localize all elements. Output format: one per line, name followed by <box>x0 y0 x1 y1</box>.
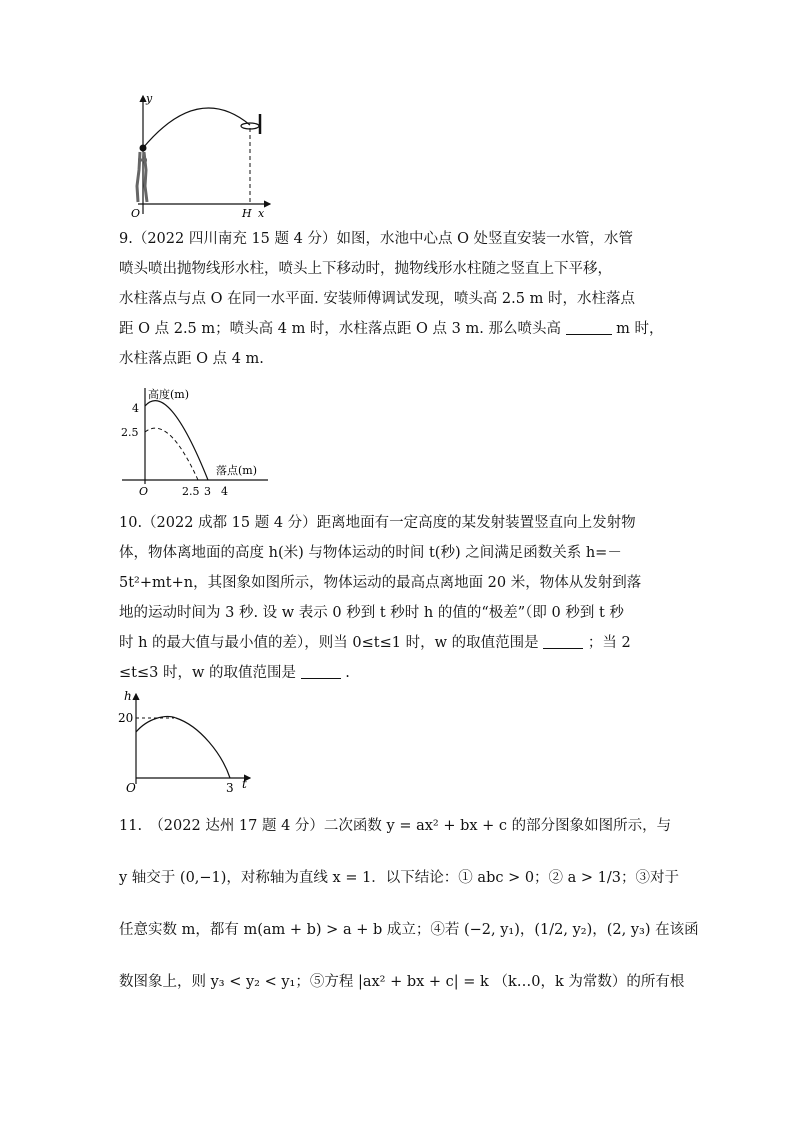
q9-answer-blank[interactable] <box>566 320 612 335</box>
axis-y-label: y <box>146 92 153 105</box>
origin-label: O <box>139 485 149 498</box>
q10-line-5-text: 时 h 的最大值与最小值的差），则当 0≤t≤1 时，w 的取值范围是 <box>119 635 539 651</box>
q10-line-3: 5t²+mt+n，其图象如图所示，物体运动的最高点离地面 20 米，物体从发射到落 <box>119 575 642 591</box>
q11-line-4: 数图象上，则 y₃ < y₂ < y₁；⑤方程 |ax² + bx + c| = k （k…0，k 为常数）的所有根 <box>119 974 685 990</box>
ball <box>140 145 147 152</box>
origin-label: O <box>131 207 141 220</box>
axis-x-label: x <box>258 207 265 220</box>
origin-label: O <box>126 781 136 795</box>
q9-line-4 <box>119 314 679 344</box>
q11-line-3: 任意实数 m，都有 m(am + b) > a + b 成立；④若 (−2, y₁)，(1/2, y₂)，(2, y₃) 在该函 <box>119 922 699 938</box>
q9-line-4-tail: m 时， <box>616 321 664 337</box>
q10-line-2: 体，物体离地面的高度 h(米) 与物体运动的时间 t(秒) 之间满足函数关系 h=－ <box>119 545 622 561</box>
q10-line-5 <box>119 628 679 658</box>
point-h-label: H <box>242 207 252 220</box>
x-tick-4: 4 <box>221 485 228 498</box>
curve-2.5m-dashed <box>145 428 198 480</box>
trajectory-curve <box>136 717 230 778</box>
q10-line-6-tail: . <box>345 665 350 681</box>
q11-line-1: 11. （2022 达州 17 题 4 分）二次函数 y = ax² + bx + c 的部分图象如图所示，与 <box>119 818 672 834</box>
q11-line-2: y 轴交于 (0,−1)，对称轴为直线 x = 1．以下结论：① abc > 0；② a > 1/3；③对于 <box>119 870 680 886</box>
q9-line-3: 水柱落点与点 O 在同一水平面. 安装师傅调试发现，喷头高 2.5 m 时，水柱落点 <box>119 291 635 307</box>
axis-h-label: h <box>124 689 132 703</box>
x-axis-label: 落点(m) <box>216 464 258 477</box>
curve-4m <box>145 401 208 480</box>
figure-height-time-curve <box>118 688 258 798</box>
y-axis-label: 高度(m) <box>148 388 190 401</box>
trajectory-curve <box>143 108 250 148</box>
question-10 <box>119 508 679 688</box>
x-tick-3: 3 <box>204 485 211 498</box>
player-figure <box>137 152 147 202</box>
y-tick-20: 20 <box>118 711 134 725</box>
q9-line-2: 喷头喷出抛物线形水柱，喷头上下移动时，抛物线形水柱随之竖直上下平移， <box>119 261 612 277</box>
x-tick-3: 3 <box>226 781 234 795</box>
q9-line-5: 水柱落点距 O 点 4 m. <box>119 351 264 367</box>
figure-basketball-parabola <box>128 90 278 222</box>
q10-line-6 <box>119 658 679 688</box>
q9-line-4-text: 距 O 点 2.5 m；喷头高 4 m 时，水柱落点距 O 点 3 m. 那么喷头高 <box>119 321 561 337</box>
q10-answer-blank-1[interactable] <box>543 634 583 649</box>
question-11 <box>119 800 699 1008</box>
q10-line-4: 地的运动时间为 3 秒. 设 w 表示 0 秒到 t 秒时 h 的值的“极差”（即 0 秒到 t 秒 <box>119 605 624 621</box>
question-9 <box>119 224 679 374</box>
figure-fountain-curves <box>118 384 288 502</box>
q10-answer-blank-2[interactable] <box>301 664 341 679</box>
q10-line-1: 10.（2022 成都 15 题 4 分）距离地面有一定高度的某发射装置竖直向上发射物 <box>119 515 636 531</box>
y-tick-4: 4 <box>132 402 139 415</box>
q9-line-1: 9.（2022 四川南充 15 题 4 分）如图，水池中心点 O 处竖直安装一水管，水管 <box>119 231 634 247</box>
x-tick-2.5: 2.5 <box>182 485 200 498</box>
q10-line-6-text: ≤t≤3 时，w 的取值范围是 <box>119 665 296 681</box>
y-tick-2.5: 2.5 <box>121 426 139 439</box>
q10-line-5-tail: ；当 2 <box>587 635 631 651</box>
axis-t-label: t <box>242 777 247 791</box>
